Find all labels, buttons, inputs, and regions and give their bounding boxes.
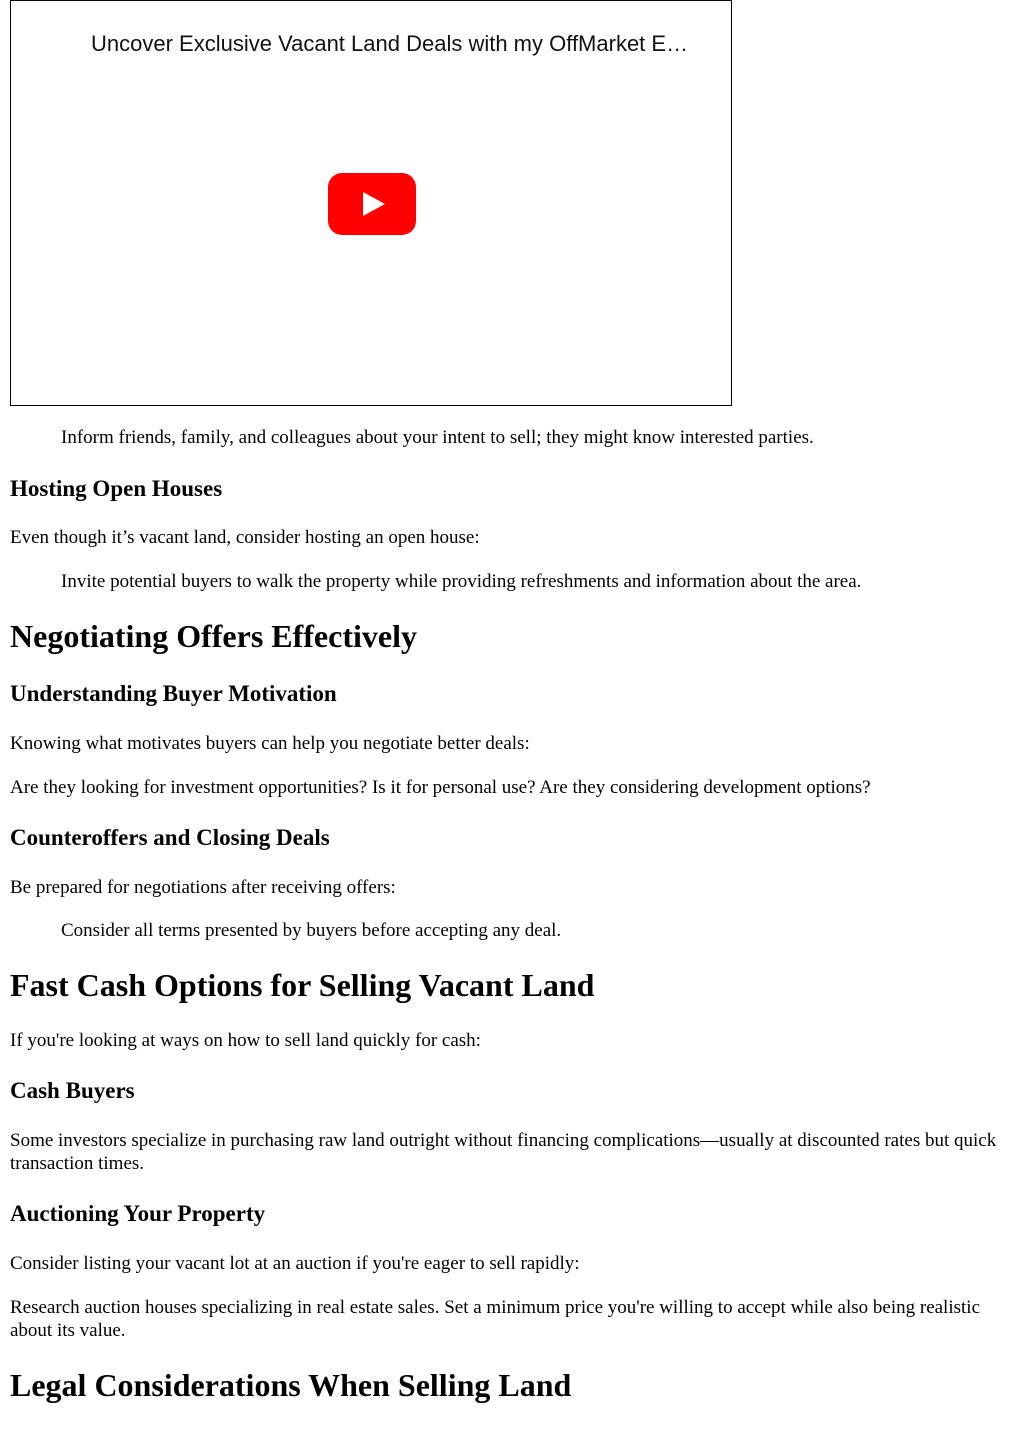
video-embed[interactable] <box>10 0 732 406</box>
paragraph-consider-terms: Consider all terms presented by buyers before accepting any deal. <box>61 920 562 941</box>
heading-auctioning-property: Auctioning Your Property <box>10 1201 266 1226</box>
heading-negotiating-offers: Negotiating Offers Effectively <box>10 618 417 654</box>
paragraph-inform-friends: Inform friends, family, and colleagues about your intent to sell; they might know interested parties. <box>61 427 814 448</box>
paragraph-prepared-negotiations: Be prepared for negotiations after receiving offers: <box>10 877 396 898</box>
youtube-play-icon[interactable] <box>328 173 416 235</box>
paragraph-invite-buyers: Invite potential buyers to walk the property while providing refreshments and information about the area. <box>61 571 862 592</box>
heading-legal-considerations: Legal Considerations When Selling Land <box>10 1367 572 1403</box>
paragraph-investors-raw-land: Some investors specialize in purchasing raw land outright without financing complications—usually at discounted rates but quick transaction times. <box>10 1130 997 1174</box>
paragraph-buyer-questions: Are they looking for investment opportunities? Is it for personal use? Are they considering development options? <box>10 777 871 798</box>
heading-hosting-open-houses: Hosting Open Houses <box>10 476 223 501</box>
heading-cash-buyers: Cash Buyers <box>10 1078 135 1103</box>
paragraph-vacant-land-open-house: Even though it’s vacant land, consider hosting an open house: <box>10 527 480 548</box>
paragraph-motivates-buyers: Knowing what motivates buyers can help you negotiate better deals: <box>10 733 530 754</box>
heading-counteroffers: Counteroffers and Closing Deals <box>10 825 330 850</box>
paragraph-auction-listing: Consider listing your vacant lot at an auction if you're eager to sell rapidly: <box>10 1253 580 1274</box>
heading-fast-cash-options: Fast Cash Options for Selling Vacant Land <box>10 967 595 1003</box>
paragraph-sell-quickly-cash: If you're looking at ways on how to sell land quickly for cash: <box>10 1030 481 1051</box>
paragraph-research-auction-houses: Research auction houses specializing in real estate sales. Set a minimum price you're willing to accept while also being realistic about its value. <box>10 1297 981 1341</box>
video-title[interactable]: Uncover Exclusive Vacant Land Deals with my OffMarket E… <box>91 31 689 56</box>
heading-buyer-motivation: Understanding Buyer Motivation <box>10 681 337 706</box>
